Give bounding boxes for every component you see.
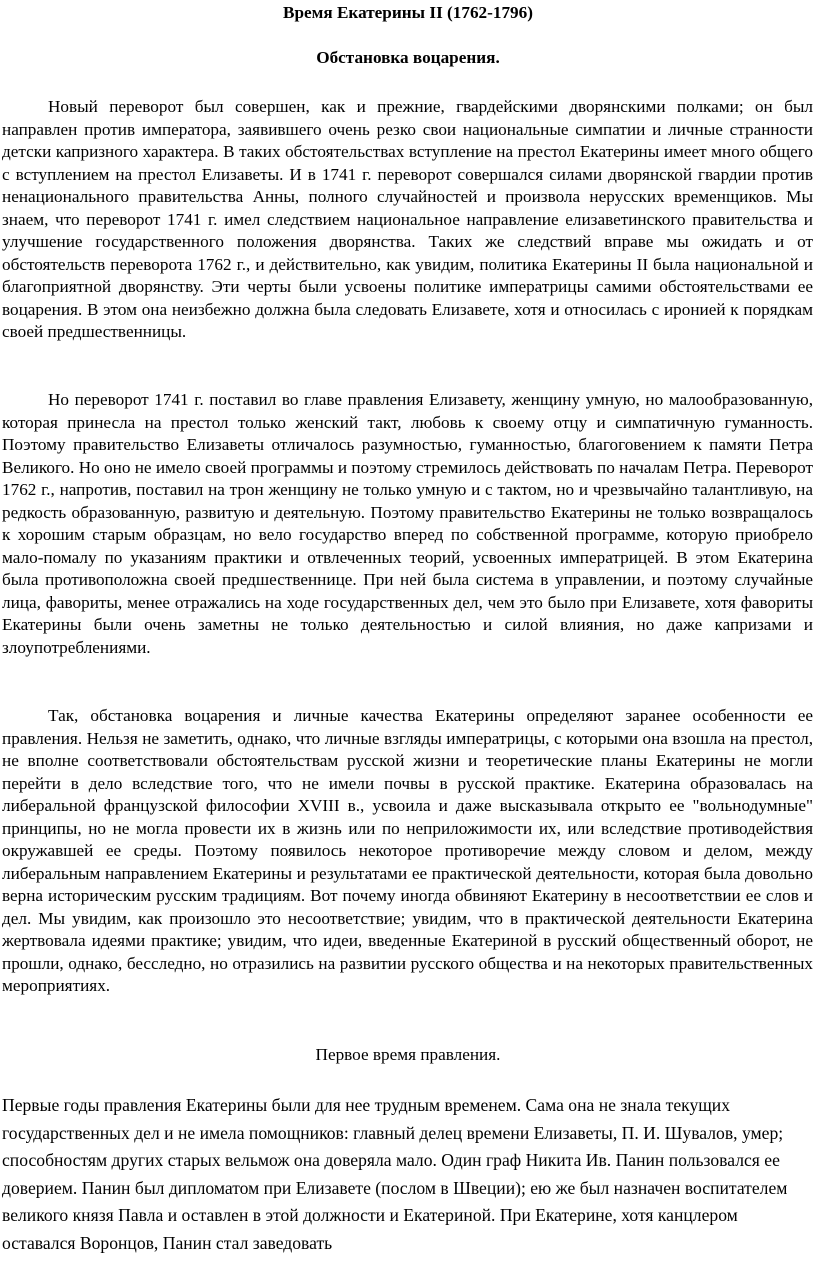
paragraph-2: Но переворот 1741 г. поставил во главе правления Елизавету, женщину умную, но малообразованную, которая принесла на престол только женский такт, любовь к своему отцу и симпатичную гуманность. Поэтому правительство Елизаветы отличалось разумностью, гуманностью, благоговением к памяти Петра Великого. Но оно не имело своей программы и поэтому стремилось действовать по началам Петра. Переворот 1762 г., напротив, поставил на трон женщину не только умную и с тактом, но и чрезвычайно талантливую, на редкость образованную, развитую и деятельную. Поэтому правительство Екатерины не только возвращалось к хорошим старым образцам, но вело государство вперед по собственной программе, которую приобрело мало-помалу по указаниям практики и отвлеченных теорий, усвоенных императрицей. В этом Екатерина была противоположна своей предшественнице. При ней была система в управлении, и поэтому случайные лица, фавориты, менее отражались на ходе государственных дел, чем это было при Елизавете, хотя фавориты Екатерины были очень заметны не только деятельностью и силой влияния, но даже капризами и злоупотреблениями. xyxy=(2,390,813,657)
paragraph-3: Так, обстановка воцарения и личные качества Екатерины определяют заранее особенности ее правления. Нельзя не заметить, однако, что личные взгляды императрицы, с которыми она взошла на престол, не вполне соответствовали обстоятельствам русской жизни и теоретические планы Екатерины не могли перейти в дело вследствие того, что не имели почвы в русской практике. Екатерина образовалась на либеральной французской философии XVIII в., усвоила и даже высказывала открыто ее "вольнодумные" принципы, но не могла провести их в жизнь или по неприложимости их, или вследствие противодействия окружавшей ее среды. Поэтому появилось некоторое противоречие между словом и делом, между либеральным направлением Екатерины и результатами ее практической деятельности, которая была довольно верна историческим русским традициям. Вот почему иногда обвиняют Екатерину в несоответствии ее слов и дел. Мы увидим, как произошло это несоответствие; увидим, что в практической деятельности Екатерина жертвовала идеями практике; увидим, что идеи, введенные Екатериной в русский общественный оборот, не прошли, однако, бесследно, но отразились на развитии русского общества и на некоторых правительственных мероприятиях. xyxy=(2,706,813,995)
document-title: Время Екатерины II (1762-1796) xyxy=(283,3,533,22)
section-heading: Первое время правления. xyxy=(315,1045,501,1064)
document-subtitle: Обстановка воцарения. xyxy=(316,48,500,67)
section-paragraph: Первые годы правления Екатерины были для нее трудным временем. Сама она не знала текущих государственных дел и не имела помощников: главный делец времени Елизаветы, П. И. Шувалов, умер; способностям других старых вельмож она доверяла мало. Один граф Никита Ив. Панин пользовался ее доверием. Панин был дипломатом при Елизавете (послом в Швеции); ею же был назначен воспитателем великого князя Павла и оставлен в этой должности и Екатериной. При Екатерине, хотя канцлером оставался Воронцов, Панин стал заведовать xyxy=(2,1095,788,1253)
paragraph-1: Новый переворот был совершен, как и прежние, гвардейскими дворянскими полками; он был направлен против императора, заявившего очень резко свои национальные симпатии и личные странности детски капризного характера. В таких обстоятельствах вступление на престол Екатерины имеет много общего с вступлением на престол Елизаветы. И в 1741 г. переворот совершался силами дворянской гвардии против ненационального правительства Анны, полного случайностей и произвола нерусских временщиков. Мы знаем, что переворот 1741 г. имел следствием национальное направление елизаветинского правительства и улучшение государственного положения дворянства. Таких же следствий вправе мы ожидать и от обстоятельств переворота 1762 г., и действительно, как увидим, политика Екатерины II была национальной и благоприятной дворянству. Эти черты были усвоены политике императрицы самими обстоятельствами ее воцарения. В этом она неизбежно должна была следовать Елизавете, хотя и относилась с иронией к порядкам своей предшественницы. xyxy=(2,97,813,341)
